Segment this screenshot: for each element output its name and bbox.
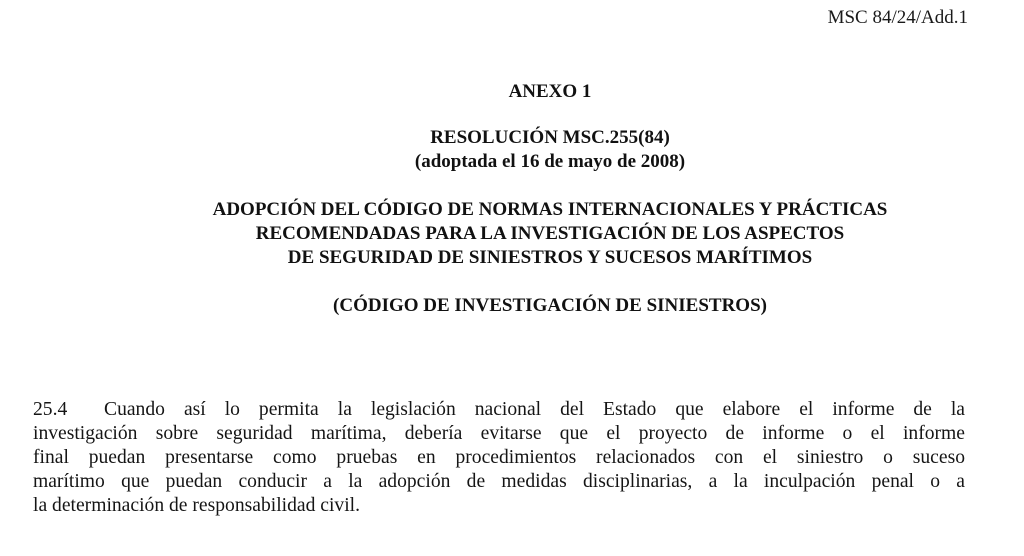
paragraph-line-text: Cuando así lo permita la legislación nacional del Estado que elabore el informe de la — [104, 399, 965, 420]
paragraph-25-4 — [33, 398, 965, 518]
document-reference: MSC 84/24/Add.1 — [827, 7, 968, 28]
adoption-title — [0, 198, 1024, 270]
paragraph-line: final puedan presentarse como pruebas en procedimientos relacionados con el siniestro o suceso — [33, 447, 965, 468]
adoption-title-line: ADOPCIÓN DEL CÓDIGO DE NORMAS INTERNACIONALES Y PRÁCTICAS — [212, 199, 888, 220]
resolution-number: RESOLUCIÓN MSC.255(84) — [430, 127, 670, 148]
annex-title: ANEXO 1 — [508, 81, 592, 102]
code-name: (CÓDIGO DE INVESTIGACIÓN DE SINIESTROS) — [333, 295, 767, 316]
paragraph-line: investigación sobre seguridad marítima, debería evitarse que el proyecto de informe o el informe — [33, 423, 965, 444]
adoption-title-line: RECOMENDADAS PARA LA INVESTIGACIÓN DE LOS ASPECTOS — [255, 223, 845, 244]
resolution-heading — [0, 126, 1024, 174]
adoption-title-line: DE SEGURIDAD DE SINIESTROS Y SUCESOS MARÍTIMOS — [287, 247, 813, 268]
paragraph-line: la determinación de responsabilidad civil. — [33, 495, 360, 516]
paragraph-line — [33, 398, 965, 422]
resolution-adoption-date: (adoptada el 16 de mayo de 2008) — [414, 151, 686, 172]
paragraph-line: marítimo que puedan conducir a la adopción de medidas disciplinarias, a la inculpación penal o a — [33, 471, 965, 492]
paragraph-number: 25.4 — [33, 399, 68, 420]
